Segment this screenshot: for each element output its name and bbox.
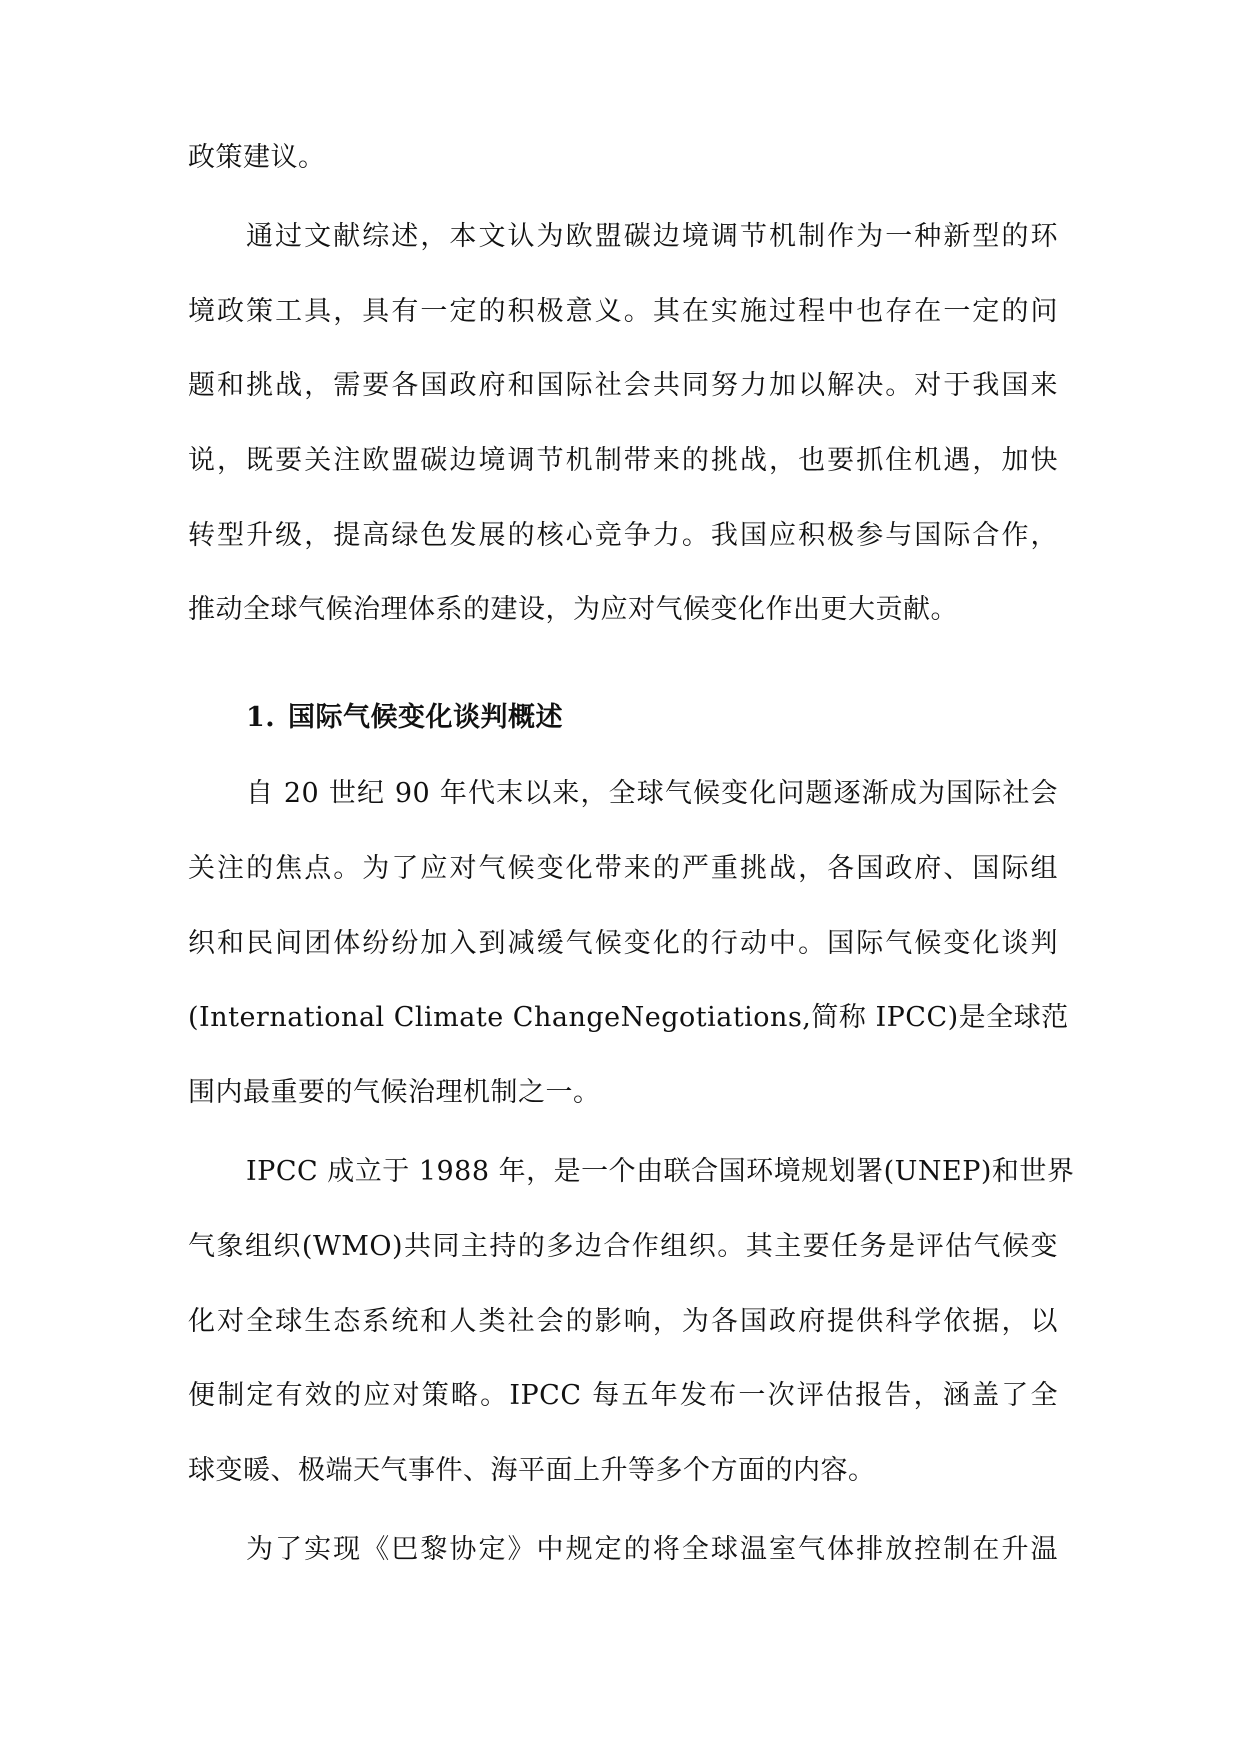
- paragraph-1-line-6: 推动全球气候治理体系的建设，为应对气候变化作出更大贡献。: [188, 594, 958, 625]
- paragraph-3-line-3: 化对全球生态系统和人类社会的影响，为各国政府提供科学依据，以: [188, 1306, 1058, 1337]
- paragraph-2-line-3: 织和民间团体纷纷加入到减缓气候变化的行动中。国际气候变化谈判: [188, 928, 1058, 959]
- paragraph-2-line-5: 围内最重要的气候治理机制之一。: [188, 1077, 601, 1108]
- section-heading: [246, 698, 563, 738]
- paragraph-fragment-line: 政策建议。: [188, 142, 326, 173]
- paragraph-2-line-4: (International Climate ChangeNegotiations,简称 IPCC)是全球范: [188, 1002, 1069, 1033]
- section-heading-number: 1.: [246, 702, 276, 733]
- paragraph-2-line-2: 关注的焦点。为了应对气候变化带来的严重挑战，各国政府、国际组: [188, 853, 1058, 884]
- paragraph-1-line-1: 通过文献综述，本文认为欧盟碳边境调节机制作为一种新型的环: [246, 221, 1058, 252]
- paragraph-3-line-4: 便制定有效的应对策略。IPCC 每五年发布一次评估报告，涵盖了全: [188, 1380, 1058, 1411]
- paragraph-3-line-5: 球变暖、极端天气事件、海平面上升等多个方面的内容。: [188, 1455, 876, 1486]
- paragraph-1-line-2: 境政策工具，具有一定的积极意义。其在实施过程中也存在一定的问: [188, 296, 1058, 327]
- section-heading-title: 国际气候变化谈判概述: [288, 702, 563, 733]
- paragraph-1-line-4: 说，既要关注欧盟碳边境调节机制带来的挑战，也要抓住机遇，加快: [188, 445, 1058, 476]
- paragraph-1-line-5: 转型升级，提高绿色发展的核心竞争力。我国应积极参与国际合作，: [188, 520, 1058, 551]
- paragraph-2-line-1: 自 20 世纪 90 年代末以来，全球气候变化问题逐渐成为国际社会: [246, 778, 1058, 809]
- paragraph-4-line-1: 为了实现《巴黎协定》中规定的将全球温室气体排放控制在升温: [246, 1534, 1058, 1565]
- paragraph-3-line-2: 气象组织(WMO)共同主持的多边合作组织。其主要任务是评估气候变: [188, 1231, 1058, 1262]
- paragraph-3-line-1: IPCC 成立于 1988 年，是一个由联合国环境规划署(UNEP)和世界: [246, 1156, 1075, 1187]
- paragraph-1-line-3: 题和挑战，需要各国政府和国际社会共同努力加以解决。对于我国来: [188, 370, 1058, 401]
